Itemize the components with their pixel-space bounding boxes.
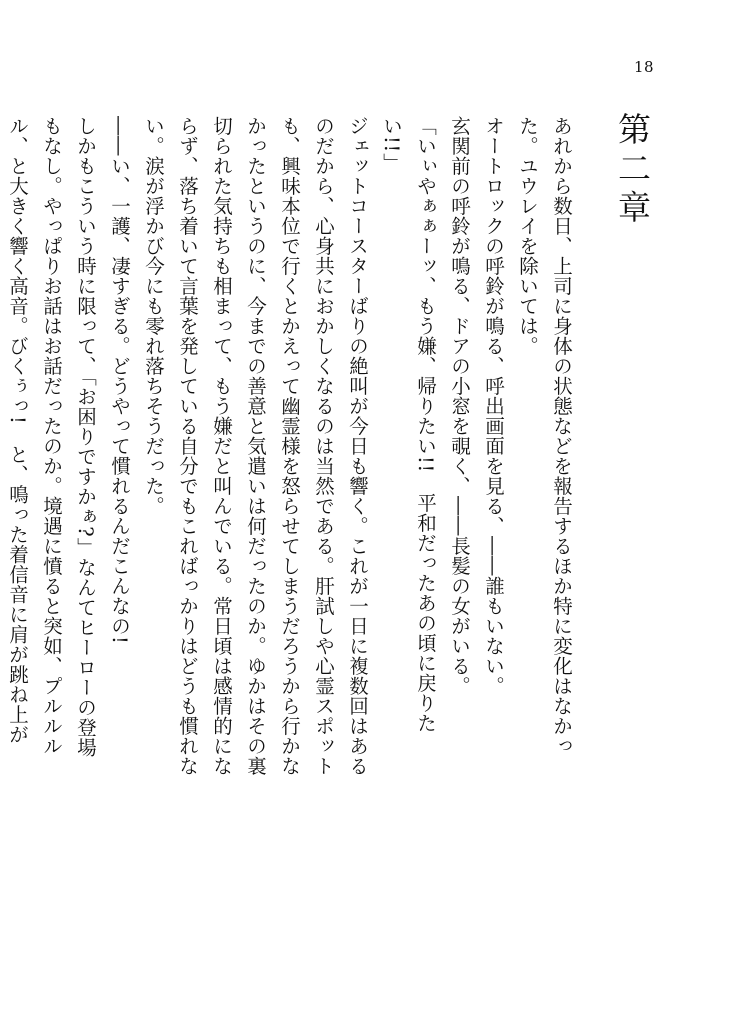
paragraph: しかもこういう時に限って、「お困りですかぁ?」なんてヒーローの登場もなし。やっぱりお話はお話だったのか。境遇に憤ると突如、プルルルル、と大きく響く高音。びくぅっ! と、鳴った着信音に肩が跳ね上が — [6, 116, 97, 758]
page-number: 18 — [634, 58, 655, 76]
paragraph: あれから数日、上司に身体の状態などを報告するほか特に変化はなかった。ユウレイを除いては。 — [516, 116, 573, 756]
paragraph: ジェットコースターばりの絶叫が今日も響く。これが一日に複数回はあるのだから、心身共におかしくなるのは当然である。肝試しや心霊スポットも、興味本位で行くとかえって幽霊様を怒らせてしまうだろうから行かなかったというのに、今までの善意と気遣いは何だったのか。ゆかはその裏切られた気持ちも相まって、もう嫌だと叫んでいる。常日頃は感情的にならず、落ち着いて言葉を発している自分でもこればっかりはどうも慣れない。涙が浮かび今にも零れ落ちそうだった。 — [142, 116, 369, 776]
paragraph: 「いぃやぁぁーッ、もう嫌、帰りたい!! 平和だったあの頃に戻りたい!!」 — [380, 116, 437, 733]
paragraph: オートロックの呼鈴が鳴る、呼出画面を見る、――誰もいない。 — [482, 116, 505, 696]
body-text — [0, 116, 578, 776]
paragraph: 玄関前の呼鈴が鳴る、ドアの小窓を覗く、――長髪の女がいる。 — [448, 116, 471, 696]
paragraph: ――い、一護、凄すぎる。どうやって慣れるんだこんなの! — [108, 116, 131, 645]
chapter-title: 第二章 — [613, 112, 652, 229]
